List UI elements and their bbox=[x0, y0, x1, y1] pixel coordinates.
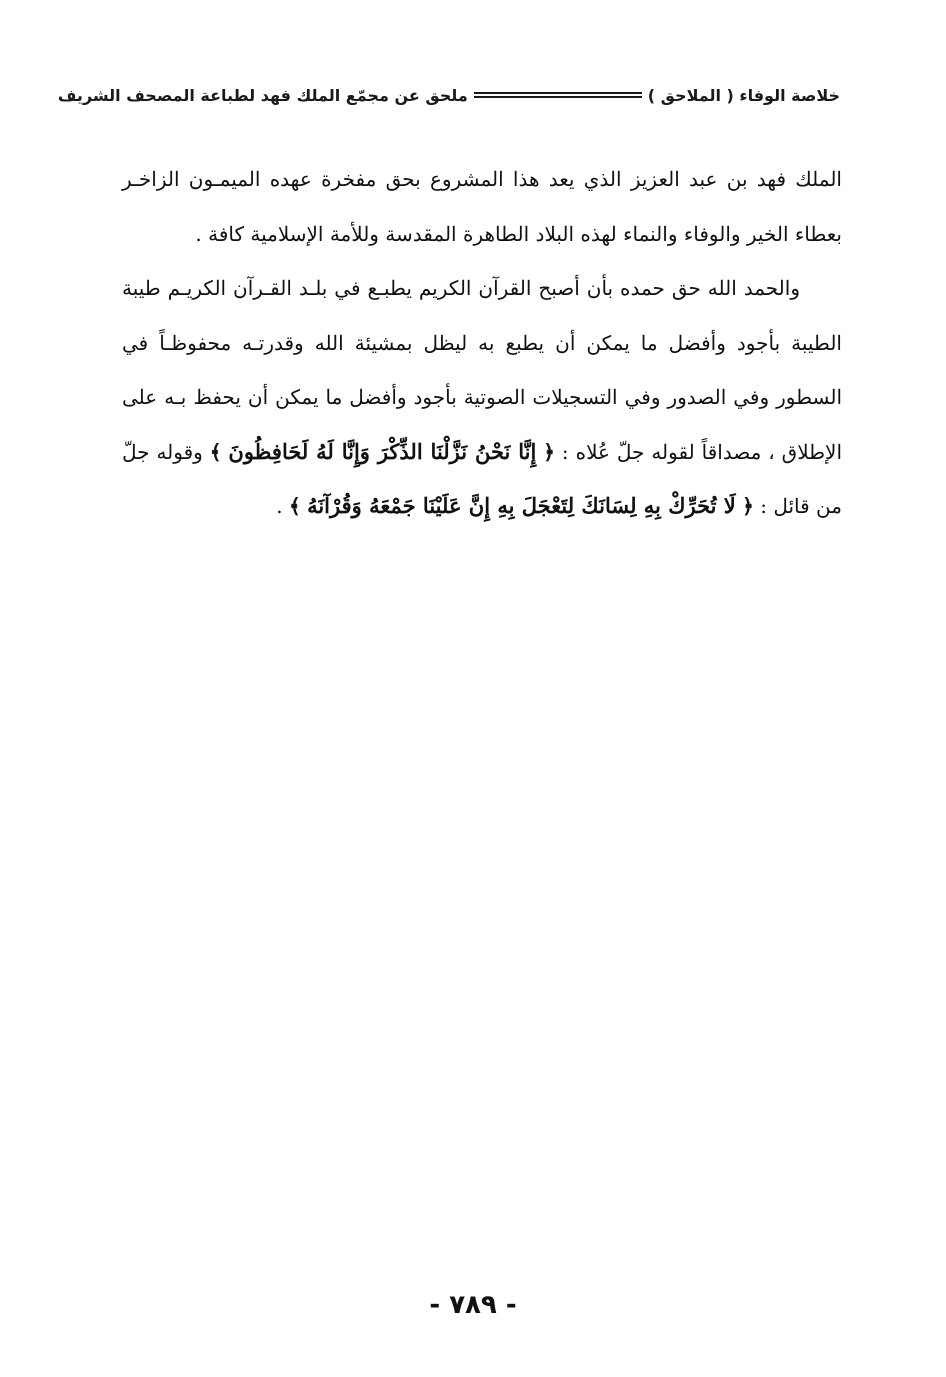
paragraph-2 bbox=[122, 261, 842, 534]
page-number: - ٧٨٩ - bbox=[429, 1290, 517, 1320]
running-header bbox=[57, 78, 840, 112]
paragraph-2-text: والحمد الله حق حمده بأن أصبح القرآن الكريم يطبـع في بلـد القـرآن الكريـم طيبة الطيبة بأجود وأفضل ما يمكن أن يطبع به ليظل بمشيئة الله وقدرتـه محفوظـاً في السطور وفي الصدور وفي التسجيلات الصوتية بأجود وأفضل ما يمكن أن يحفظ بـه على الإطلاق ، مصداقاً لقوله جلّ عُلاه : bbox=[122, 276, 843, 464]
quran-verse-1: إِنَّا نَحْنُ نَزَّلْنَا الذِّكْرَ وَإِنَّا لَهُ لَحَافِظُونَ bbox=[228, 438, 537, 464]
header-section-title: ملحق عن مجمّع الملك فهد لطباعة المصحف الشريف bbox=[57, 85, 468, 105]
paragraph-1: الملك فهد بن عبد العزيز الذي يعد هذا المشروع بحق مفخرة عهده الميمـون الزاخـر بعطاء الخير والوفاء والنماء لهذه البلاد الطاهرة المقدسة وللأمة الإسلامية كافة . bbox=[122, 167, 842, 246]
ayah-2-close-bracket: ﴾ bbox=[289, 494, 301, 518]
paragraph-2-connector: وقوله جلّ من قائل : bbox=[122, 439, 842, 518]
body-text bbox=[122, 152, 842, 534]
ayah-2-open-bracket: ﴿ bbox=[742, 494, 754, 518]
quran-verse-2: لَا تُحَرِّكْ بِهِ لِسَانَكَ لِتَعْجَلَ بِهِ إِنَّ عَلَيْنَا جَمْعَهُ وَقُرْآنَهُ bbox=[307, 493, 736, 518]
ayah-1-open-bracket: ﴿ bbox=[543, 439, 555, 464]
paragraph-2-end: . bbox=[276, 494, 289, 518]
ayah-1-close-bracket: ﴾ bbox=[209, 439, 222, 464]
header-rule bbox=[474, 92, 642, 98]
header-book-title: خلاصة الوفاء ( الملاحق ) bbox=[647, 85, 840, 105]
